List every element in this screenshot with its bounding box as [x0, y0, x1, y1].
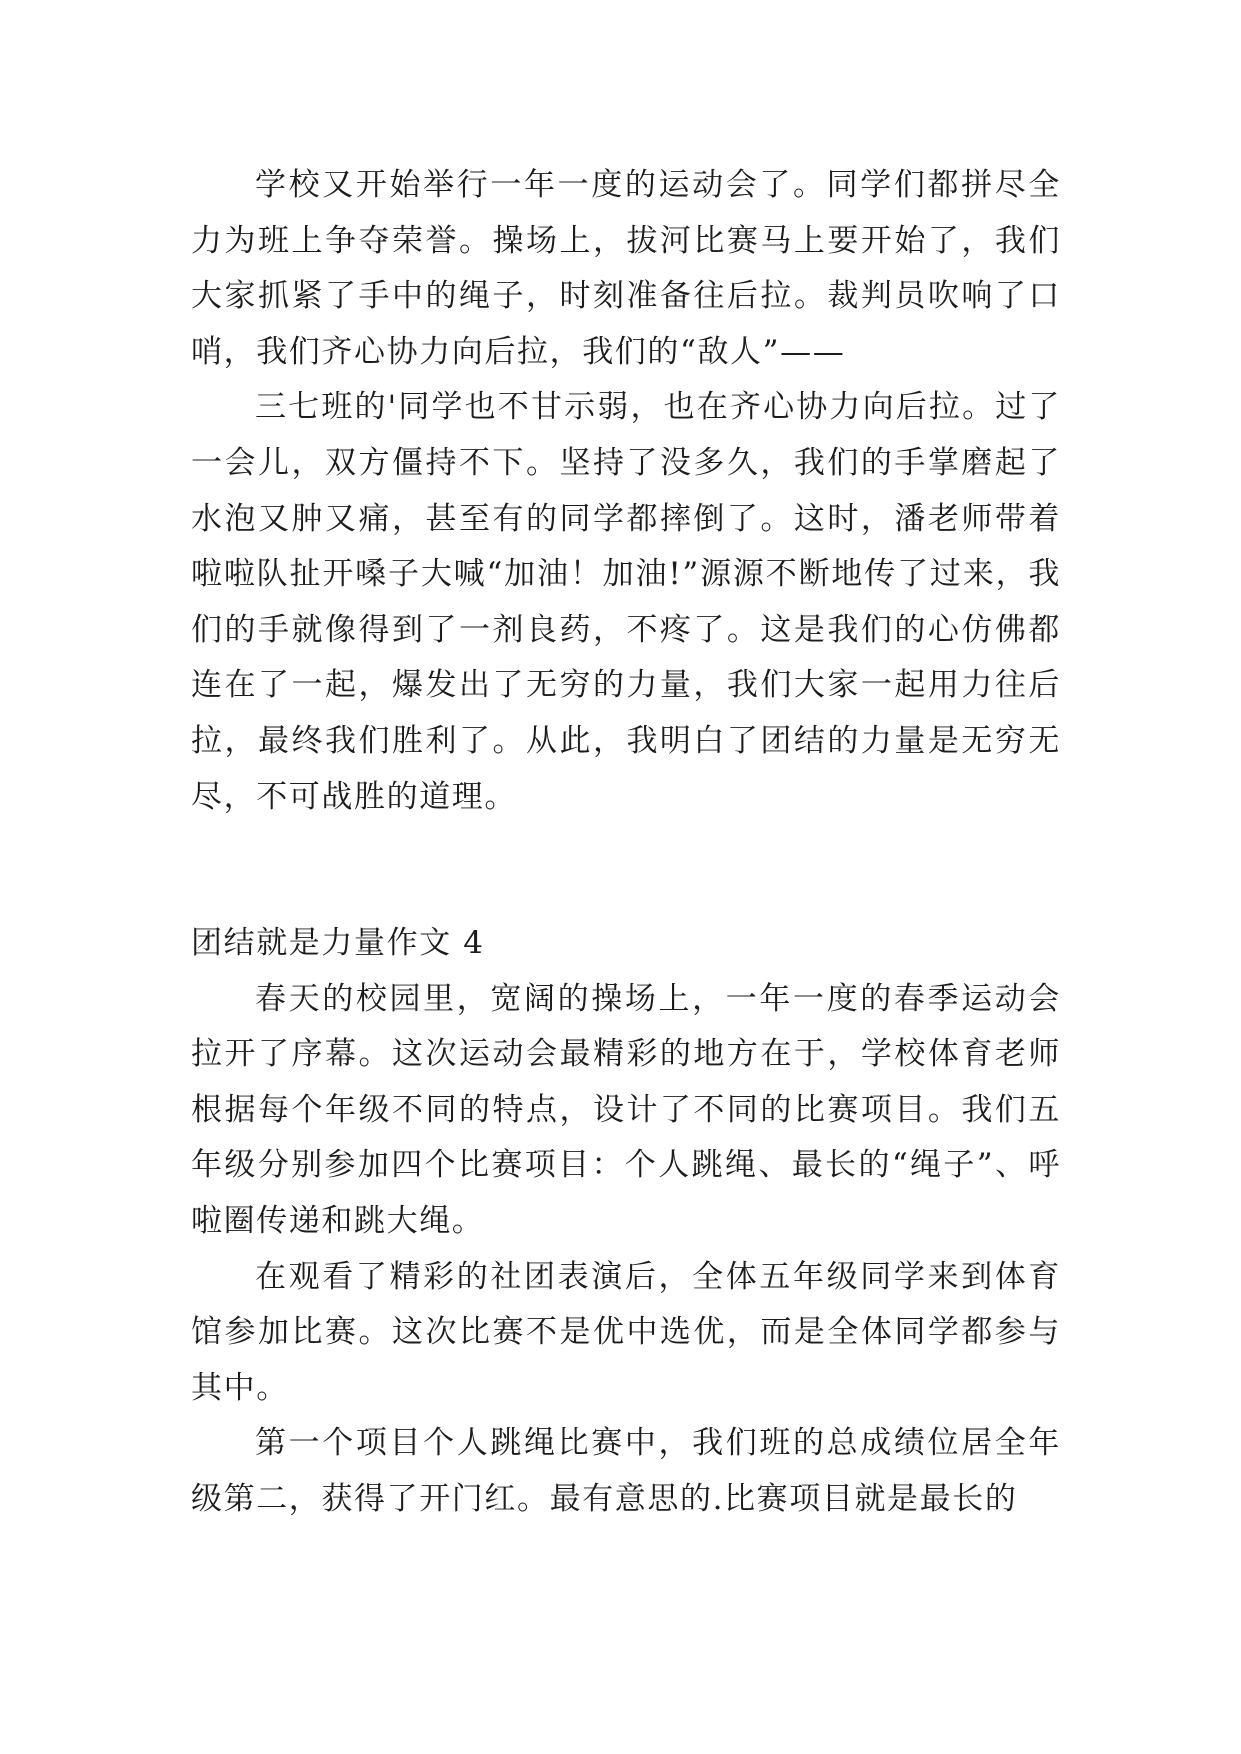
section-title: 团结就是力量作文 4 — [191, 925, 485, 961]
paragraph: 第一个项目个人跳绳比赛中，我们班的总成绩位居全年级第二，获得了开门红。最有意思的.比赛项目就是最长的 — [191, 1425, 1061, 1517]
paragraph: 在观看了精彩的社团表演后，全体五年级同学来到体育馆参加比赛。这次比赛不是优中选优，而是全体同学都参与其中。 — [191, 1258, 1061, 1406]
essay-section-1 — [191, 158, 1061, 825]
paragraph: 学校又开始举行一年一度的运动会了。同学们都拼尽全力为班上争夺荣誉。操场上，拔河比赛马上要开始了，我们大家抓紧了手中的绳子，时刻准备往后拉。裁判员吹响了口哨，我们齐心协力向后拉，我们的“敌人”—— — [191, 167, 1061, 370]
essay-section-4 — [191, 916, 1061, 1528]
paragraph: 三七班的'同学也不甘示弱，也在齐心协力向后拉。过了一会儿，双方僵持不下。坚持了没多久，我们的手掌磨起了水泡又肿又痛，甚至有的同学都摔倒了。这时，潘老师带着啦啦队扯开嗓子大喊“加油！加油!”源源不断地传了过来，我们的手就像得到了一剂良药，不疼了。这是我们的心仿佛都连在了一起，爆发出了无穷的力量，我们大家一起用力往后拉，最终我们胜利了。从此，我明白了团结的力量是无穷无尽，不可战胜的道理。 — [191, 389, 1061, 815]
paragraph: 春天的校园里，宽阔的操场上，一年一度的春季运动会拉开了序幕。这次运动会最精彩的地方在于，学校体育老师根据每个年级不同的特点，设计了不同的比赛项目。我们五年级分别参加四个比赛项目：个人跳绳、最长的“绳子”、呼啦圈传递和跳大绳。 — [191, 980, 1061, 1239]
